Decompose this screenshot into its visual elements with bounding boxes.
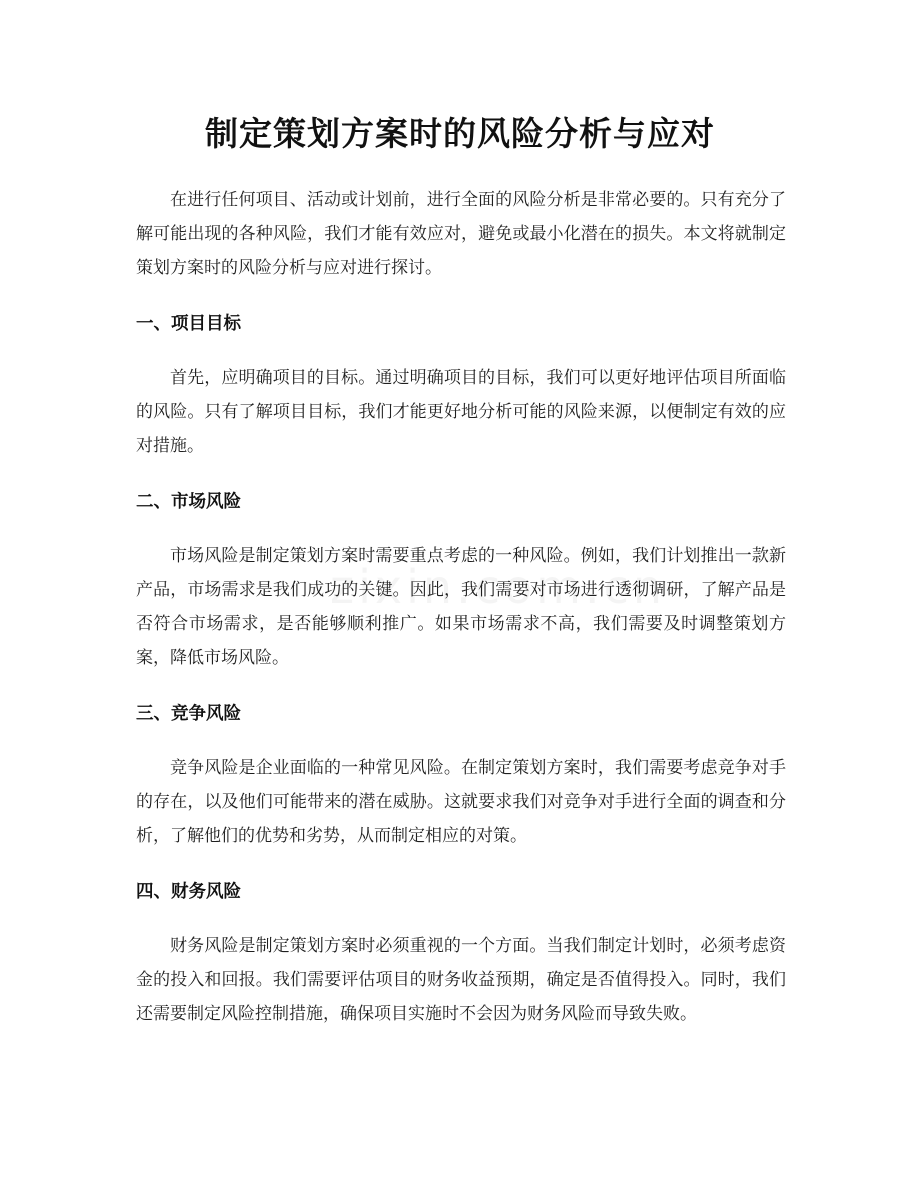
- section-body-competition-risk: 竞争风险是企业面临的一种常见风险。在制定策划方案时，我们需要考虑竞争对手的存在，以及他们可能带来的潜在威胁。这就要求我们对竞争对手进行全面的调查和分析，了解他们的优势和劣势，从而制定相应的对策。: [136, 758, 786, 846]
- intro-paragraph: 在进行任何项目、活动或计划前，进行全面的风险分析是非常必要的。只有充分了解可能出现的各种风险，我们才能有效应对，避免或最小化潜在的损失。本文将就制定策划方案时的风险分析与应对进行探讨。: [136, 190, 786, 278]
- section-heading-goals: 一、项目目标: [136, 314, 241, 334]
- section-heading-market-risk: 二、市场风险: [136, 492, 241, 512]
- page-title: 制定策划方案时的风险分析与应对: [205, 114, 715, 153]
- section-body-market-risk: 市场风险是制定策划方案时需要重点考虑的一种风险。例如，我们计划推出一款新产品，市场需求是我们成功的关键。因此，我们需要对市场进行透彻调研，了解产品是否符合市场需求，是否能够顺利推广。如果市场需求不高，我们需要及时调整策划方案，降低市场风险。: [136, 546, 786, 668]
- section-heading-financial-risk: 四、财务风险: [136, 882, 241, 902]
- document-body: [136, 183, 786, 1031]
- section-body-financial-risk: 财务风险是制定策划方案时必须重视的一个方面。当我们制定计划时，必须考虑资金的投入和回报。我们需要评估项目的财务收益预期，确定是否值得投入。同时，我们还需要制定风险控制措施，确保项目实施时不会因为财务风险而导致失败。: [136, 936, 786, 1024]
- section-body-goals: 首先，应明确项目的目标。通过明确项目的目标，我们可以更好地评估项目所面临的风险。只有了解项目目标，我们才能更好地分析可能的风险来源，以便制定有效的应对措施。: [136, 368, 786, 456]
- section-heading-competition-risk: 三、竞争风险: [136, 704, 241, 724]
